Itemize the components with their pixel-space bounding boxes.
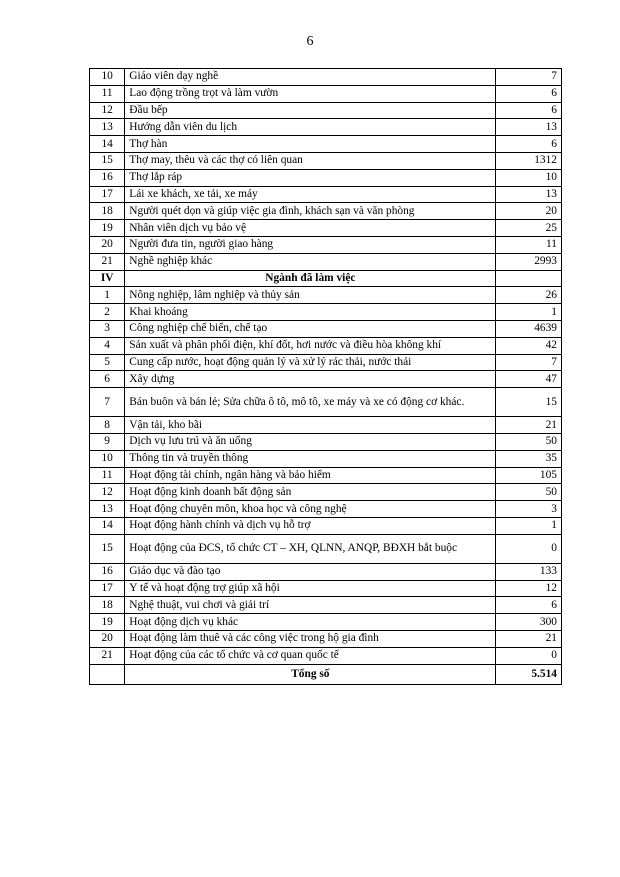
row-value: 47 bbox=[496, 371, 562, 388]
row-number: 14 bbox=[90, 136, 125, 153]
industry-row bbox=[90, 371, 562, 388]
row-value: 0 bbox=[496, 647, 562, 664]
row-number: 15 bbox=[90, 152, 125, 169]
occupation-row bbox=[90, 152, 562, 169]
row-label: Lao động trồng trọt và làm vườn bbox=[125, 85, 496, 102]
occupation-row bbox=[90, 169, 562, 186]
row-value: 12 bbox=[496, 580, 562, 597]
row-number: 12 bbox=[90, 484, 125, 501]
row-label: Dịch vụ lưu trú và ăn uống bbox=[125, 433, 496, 450]
row-label: Bán buôn và bán lẻ; Sửa chữa ô tô, mô tô, xe máy và xe có động cơ khác. bbox=[125, 388, 496, 417]
row-number: 16 bbox=[90, 563, 125, 580]
row-value: 6 bbox=[496, 597, 562, 614]
row-label: Thợ hàn bbox=[125, 136, 496, 153]
row-number: 21 bbox=[90, 253, 125, 270]
row-number: 10 bbox=[90, 69, 125, 86]
row-value: 50 bbox=[496, 484, 562, 501]
row-value: 1 bbox=[496, 304, 562, 321]
row-value: 11 bbox=[496, 236, 562, 253]
row-value: 42 bbox=[496, 337, 562, 354]
industry-row bbox=[90, 287, 562, 304]
row-label: Hoạt động dịch vụ khác bbox=[125, 614, 496, 631]
section-value-empty bbox=[496, 270, 562, 287]
row-label: Người quét dọn và giúp việc gia đình, khách sạn và văn phòng bbox=[125, 203, 496, 220]
row-number: 5 bbox=[90, 354, 125, 371]
industry-row bbox=[90, 597, 562, 614]
row-value: 105 bbox=[496, 467, 562, 484]
row-value: 133 bbox=[496, 563, 562, 580]
section-title: Ngành đã làm việc bbox=[125, 270, 496, 287]
row-value: 0 bbox=[496, 534, 562, 563]
occupation-row bbox=[90, 85, 562, 102]
occupation-row bbox=[90, 136, 562, 153]
row-label: Hoạt động chuyên môn, khoa học và công nghệ bbox=[125, 501, 496, 518]
row-label: Nghệ thuật, vui chơi và giải trí bbox=[125, 597, 496, 614]
total-value: 5.514 bbox=[496, 664, 562, 684]
industry-row bbox=[90, 484, 562, 501]
industry-row bbox=[90, 501, 562, 518]
row-label: Nhân viên dịch vụ bảo vệ bbox=[125, 220, 496, 237]
row-number: 8 bbox=[90, 417, 125, 434]
row-label: Hoạt động kinh doanh bất động sản bbox=[125, 484, 496, 501]
occupation-row bbox=[90, 253, 562, 270]
row-number: 19 bbox=[90, 220, 125, 237]
page-number: 6 bbox=[306, 34, 314, 49]
total-row bbox=[90, 664, 562, 684]
row-number: 20 bbox=[90, 236, 125, 253]
row-label: Hoạt động tài chính, ngân hàng và bảo hiểm bbox=[125, 467, 496, 484]
occupation-row bbox=[90, 69, 562, 86]
row-value: 20 bbox=[496, 203, 562, 220]
industry-row bbox=[90, 563, 562, 580]
occupation-row bbox=[90, 236, 562, 253]
row-number: 11 bbox=[90, 467, 125, 484]
industry-row bbox=[90, 647, 562, 664]
row-label: Người đưa tin, người giao hàng bbox=[125, 236, 496, 253]
row-label: Nghề nghiệp khác bbox=[125, 253, 496, 270]
industry-row bbox=[90, 630, 562, 647]
row-value: 6 bbox=[496, 136, 562, 153]
row-number: 10 bbox=[90, 450, 125, 467]
row-number: 7 bbox=[90, 388, 125, 417]
row-number: 4 bbox=[90, 337, 125, 354]
row-label: Giáo viên dạy nghề bbox=[125, 69, 496, 86]
section-number: IV bbox=[90, 270, 125, 287]
row-number: 18 bbox=[90, 597, 125, 614]
row-number: 16 bbox=[90, 169, 125, 186]
industry-row bbox=[90, 433, 562, 450]
row-number: 18 bbox=[90, 203, 125, 220]
industry-row bbox=[90, 517, 562, 534]
row-value: 6 bbox=[496, 102, 562, 119]
row-value: 26 bbox=[496, 287, 562, 304]
row-label: Đầu bếp bbox=[125, 102, 496, 119]
row-number: 1 bbox=[90, 287, 125, 304]
industry-row bbox=[90, 354, 562, 371]
row-value: 35 bbox=[496, 450, 562, 467]
row-value: 25 bbox=[496, 220, 562, 237]
occupation-row bbox=[90, 119, 562, 136]
row-value: 21 bbox=[496, 417, 562, 434]
row-label: Y tế và hoạt động trợ giúp xã hội bbox=[125, 580, 496, 597]
industry-row bbox=[90, 534, 562, 563]
row-label: Cung cấp nước, hoạt động quản lý và xử lý rác thải, nước thải bbox=[125, 354, 496, 371]
occupation-row bbox=[90, 102, 562, 119]
row-value: 15 bbox=[496, 388, 562, 417]
row-number: 14 bbox=[90, 517, 125, 534]
table-body bbox=[90, 69, 562, 685]
row-value: 1 bbox=[496, 517, 562, 534]
row-number: 13 bbox=[90, 119, 125, 136]
section-header-row bbox=[90, 270, 562, 287]
occupation-row bbox=[90, 186, 562, 203]
row-label: Vận tải, kho bãi bbox=[125, 417, 496, 434]
row-number: 21 bbox=[90, 647, 125, 664]
row-label: Nông nghiệp, lâm nghiệp và thủy sản bbox=[125, 287, 496, 304]
row-label: Hoạt động làm thuê và các công việc trong hộ gia đình bbox=[125, 630, 496, 647]
row-label: Thợ lắp ráp bbox=[125, 169, 496, 186]
row-value: 1312 bbox=[496, 152, 562, 169]
row-number: 11 bbox=[90, 85, 125, 102]
row-label: Công nghiệp chế biến, chế tạo bbox=[125, 320, 496, 337]
row-label: Lái xe khách, xe tải, xe máy bbox=[125, 186, 496, 203]
row-label: Hoạt động của ĐCS, tổ chức CT – XH, QLNN, ANQP, BĐXH bắt buộc bbox=[125, 534, 496, 563]
row-label: Hướng dẫn viên du lịch bbox=[125, 119, 496, 136]
row-value: 21 bbox=[496, 630, 562, 647]
row-label: Sản xuất và phân phối điện, khí đốt, hơi nước và điều hòa không khí bbox=[125, 337, 496, 354]
industry-row bbox=[90, 467, 562, 484]
industry-row bbox=[90, 304, 562, 321]
row-label: Thông tin và truyền thông bbox=[125, 450, 496, 467]
row-number: 6 bbox=[90, 371, 125, 388]
row-value: 13 bbox=[496, 186, 562, 203]
row-label: Giáo dục và đào tạo bbox=[125, 563, 496, 580]
total-label: Tổng số bbox=[125, 664, 496, 684]
statistics-table bbox=[89, 68, 562, 685]
row-value: 4639 bbox=[496, 320, 562, 337]
row-number: 15 bbox=[90, 534, 125, 563]
row-number: 13 bbox=[90, 501, 125, 518]
industry-row bbox=[90, 337, 562, 354]
total-number-empty bbox=[90, 664, 125, 684]
row-value: 10 bbox=[496, 169, 562, 186]
row-number: 9 bbox=[90, 433, 125, 450]
row-label: Hoạt động của các tổ chức và cơ quan quốc tế bbox=[125, 647, 496, 664]
row-label: Khai khoáng bbox=[125, 304, 496, 321]
row-value: 13 bbox=[496, 119, 562, 136]
row-number: 2 bbox=[90, 304, 125, 321]
row-value: 7 bbox=[496, 69, 562, 86]
industry-row bbox=[90, 388, 562, 417]
row-value: 50 bbox=[496, 433, 562, 450]
row-number: 12 bbox=[90, 102, 125, 119]
industry-row bbox=[90, 417, 562, 434]
row-label: Hoạt động hành chính và dịch vụ hỗ trợ bbox=[125, 517, 496, 534]
row-number: 17 bbox=[90, 186, 125, 203]
row-number: 19 bbox=[90, 614, 125, 631]
row-value: 2993 bbox=[496, 253, 562, 270]
row-value: 300 bbox=[496, 614, 562, 631]
row-value: 3 bbox=[496, 501, 562, 518]
industry-row bbox=[90, 614, 562, 631]
row-value: 6 bbox=[496, 85, 562, 102]
occupation-row bbox=[90, 220, 562, 237]
row-label: Xây dựng bbox=[125, 371, 496, 388]
occupation-row bbox=[90, 203, 562, 220]
industry-row bbox=[90, 450, 562, 467]
industry-row bbox=[90, 580, 562, 597]
row-number: 17 bbox=[90, 580, 125, 597]
row-number: 20 bbox=[90, 630, 125, 647]
row-number: 3 bbox=[90, 320, 125, 337]
row-label: Thợ may, thêu và các thợ có liên quan bbox=[125, 152, 496, 169]
industry-row bbox=[90, 320, 562, 337]
row-value: 7 bbox=[496, 354, 562, 371]
